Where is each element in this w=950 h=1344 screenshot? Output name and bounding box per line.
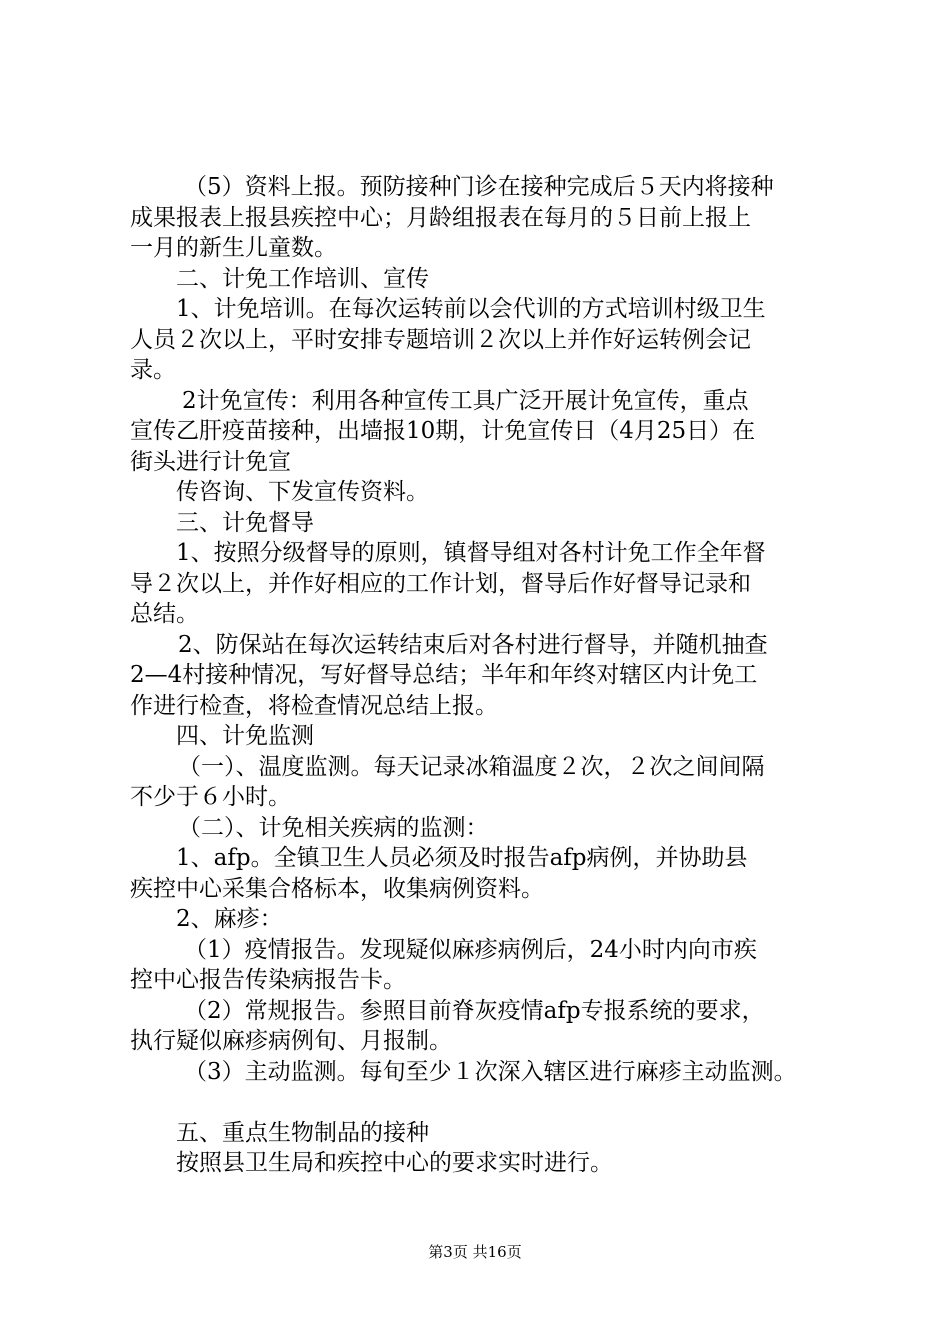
- text-line: 1、计免培训。在每次运转前以会代训的方式培训村级卫生: [176, 296, 766, 322]
- text-line: 2、防保站在每次运转结束后对各村进行督导，并随机抽查: [178, 631, 768, 658]
- page-footer: [0, 1242, 950, 1262]
- text-line: 按照县卫生局和疾控中心的要求实时进行。: [176, 1150, 613, 1176]
- text-line: 2计免宣传：利用各种宣传工具广泛开展计免宣传，重点: [182, 387, 749, 414]
- page-number-label: 第3页 共16页: [428, 1243, 522, 1261]
- text-line: 2、麻疹：: [176, 906, 283, 932]
- text-line: 总结。: [130, 601, 199, 627]
- text-line: 街头进行计免宣: [130, 448, 291, 475]
- text-line: （3）主动监测。每旬至少１次深入辖区进行麻疹主动监测。: [184, 1058, 797, 1085]
- text-line: 人员２次以上，平时安排专题培训２次以上并作好运转例会记: [130, 326, 751, 353]
- text-line: 一月的新生儿童数。: [130, 235, 337, 261]
- text-line: 疾控中心采集合格标本，收集病例资料。: [130, 875, 544, 902]
- text-line: （5）资料上报。预防接种门诊在接种完成后５天内将接种: [184, 174, 774, 200]
- text-line: （一）、温度监测。每天记录冰箱温度２次，２次之间间隔: [178, 753, 765, 780]
- text-line: 作进行检查，将检查情况总结上报。: [130, 692, 498, 719]
- text-line: （1）疫情报告。发现疑似麻疹病例后，24小时内向市疾: [184, 936, 757, 963]
- text-line: 控中心报告传染病报告卡。: [130, 967, 406, 993]
- text-line: 成果报表上报县疾控中心；月龄组报表在每月的５日前上报上: [130, 204, 751, 231]
- text-line: 1、按照分级督导的原则，镇督导组对各村计免工作全年督: [176, 540, 766, 566]
- text-line: 二、计免工作培训、宣传: [176, 265, 429, 292]
- text-line: （二）、计免相关疾病的监测：: [178, 814, 489, 841]
- text-line: 三、计免督导: [176, 509, 314, 536]
- text-line: （2）常规报告。参照目前脊灰疫情afp专报系统的要求，: [184, 997, 765, 1024]
- document-body: [130, 172, 860, 1179]
- text-line: 执行疑似麻疹病例旬、月报制。: [130, 1028, 452, 1054]
- text-line: [130, 1087, 860, 1118]
- text-line: 传咨询、下发宣传资料。: [176, 479, 429, 505]
- text-line: 不少于６小时。: [130, 784, 291, 810]
- text-line: 2—4村接种情况，写好督导总结；半年和年终对辖区内计免工: [130, 662, 758, 688]
- text-line: 导２次以上，并作好相应的工作计划，督导后作好督导记录和: [130, 570, 751, 597]
- text-line: 宣传乙肝疫苗接种，出墙报10期，计免宣传日（4月25日）在: [130, 418, 756, 444]
- text-line: 五、重点生物制品的接种: [176, 1119, 429, 1146]
- text-line: 录。: [130, 357, 176, 383]
- text-line: 1、afp。全镇卫生人员必须及时报告afp病例，并协助县: [176, 845, 748, 871]
- text-line: 四、计免监测: [176, 723, 314, 749]
